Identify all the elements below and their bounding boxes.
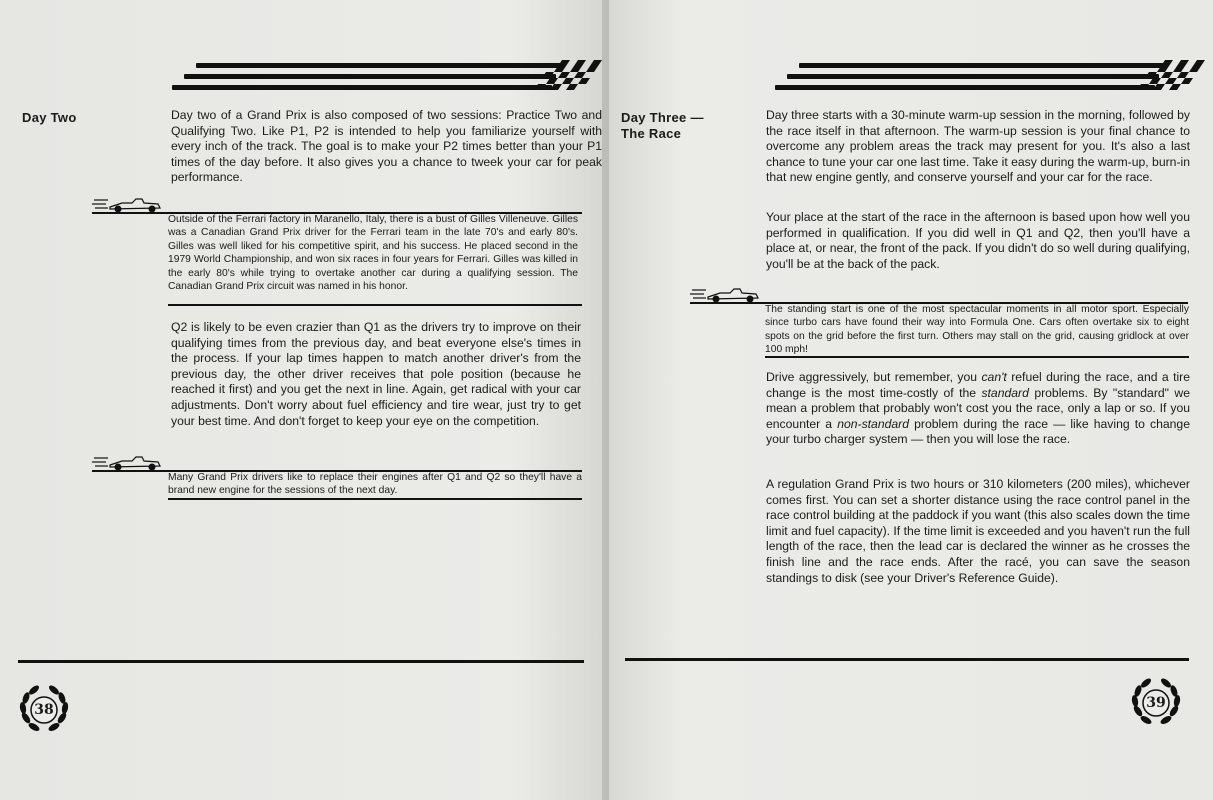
race-car-icon [690,284,762,304]
race-car-icon [92,452,164,472]
day-two-paragraph-2: Q2 is likely to be even crazier than Q1 as the drivers try to improve on their qualifying times from the previous day, and beat everyone else's times in the process. If your lap times happen to match another driver's from the previous day, the other driver receives that pole position (because he reached it first) and you get the next in line. Again, get radical with your car adjustments. Don't worry about fuel efficiency and tire wear, just try to get your best time. And don't forget to keep your eye on the competition. [171,320,581,428]
page-number-badge [1128,675,1184,731]
heading-line-2: The Race [621,126,682,141]
day-three-paragraph-4: A regulation Grand Prix is two hours or 310 kilometers (200 miles), whichever comes first. You can set a shorter distance using the race control panel in the race control building at the paddock if you want (this also scales down the time limit and fuel capacity). If the time limit is exceeded and you haven't run the full length of the race, then the lead car is declared the winner as he crosses the finish line and the race ends. After the racé, you can save the season standings to disk (see your Driver's Reference Guide). [766,477,1190,585]
section-heading-day-three [621,110,704,142]
page-number-badge [16,682,72,738]
race-car-icon [92,194,164,214]
day-three-paragraph-1: Day three starts with a 30-minute warm-up session in the morning, followed by the race itself in that afternoon. The warm-up session is your final chance to overcome any problem areas the track may present for you. It's also a last chance to tune your car one last time. Take it easy during the warm-up, burn-in that new engine gently, and conserve yourself and your car for the race. [766,108,1190,185]
day-three-paragraph-2: Your place at the start of the race in the afternoon is based upon how well you performed in qualification. If you did well in Q1 and Q2, then you'll have a place at, or near, the front of the pack. If you didn't do so well during qualifying, you'll be at the back of the pack. [766,210,1190,271]
engine-replacement-note: Many Grand Prix drivers like to replace their engines after Q1 and Q2 so they'll have a brand new engine for the sessions of the next day. [168,472,582,497]
note-bottom-rule [168,304,582,306]
footer-rule [18,660,584,663]
page-number: 38 [34,702,54,718]
note-bottom-rule [168,498,582,500]
day-three-paragraph-3: Drive aggressively, but remember, you can't refuel during the race, and a tire change is the most time-costly of the standard problems. By "standard" we mean a problem that probably won't cost you the race, only a lap or so. If you encounter a non-standard problem during the race — like having to change your turbo charger system — then you will lose the race. [766,370,1190,447]
right-page [609,0,1213,800]
day-two-paragraph-1: Day two of a Grand Prix is also composed of two sessions: Practice Two and Qualifying Two. Like P1, P2 is intended to help you familiarize yourself with every inch of the track. The goal is to make your P2 times better than your P1 times of the day before. It also gives you a chance to tweek your car for peak performance. [171,108,602,185]
page-number: 39 [1146,695,1166,711]
section-heading-day-two: Day Two [22,110,77,125]
left-page [0,0,604,800]
footer-rule [625,658,1189,661]
ferrari-villeneuve-note: Outside of the Ferrari factory in Maranello, Italy, there is a bust of Gilles Villeneuve. Gilles was a Canadian Grand Prix driver for the Ferrari team in the late 70's and early 80's. Gilles was well liked for his competitive spirit, and his success. He placed second in the 1979 World Championship, and won six races in four years for Ferrari. Gilles was killed in the early 80's while trying to overtake another car during a qualifying session. The Canadian Grand Prix circuit was named in his honor. [168,214,578,293]
standing-start-note: The standing start is one of the most spectacular moments in all motor sport. Especially since turbo cars have found their way into Formula One. Cars often overtake six to eight spots on the grid before the first turn. Others may stall on the grid, causing gridlock at over 100 mph! [765,304,1189,356]
heading-line-1: Day Three — [621,110,704,125]
note-bottom-rule [765,356,1189,358]
